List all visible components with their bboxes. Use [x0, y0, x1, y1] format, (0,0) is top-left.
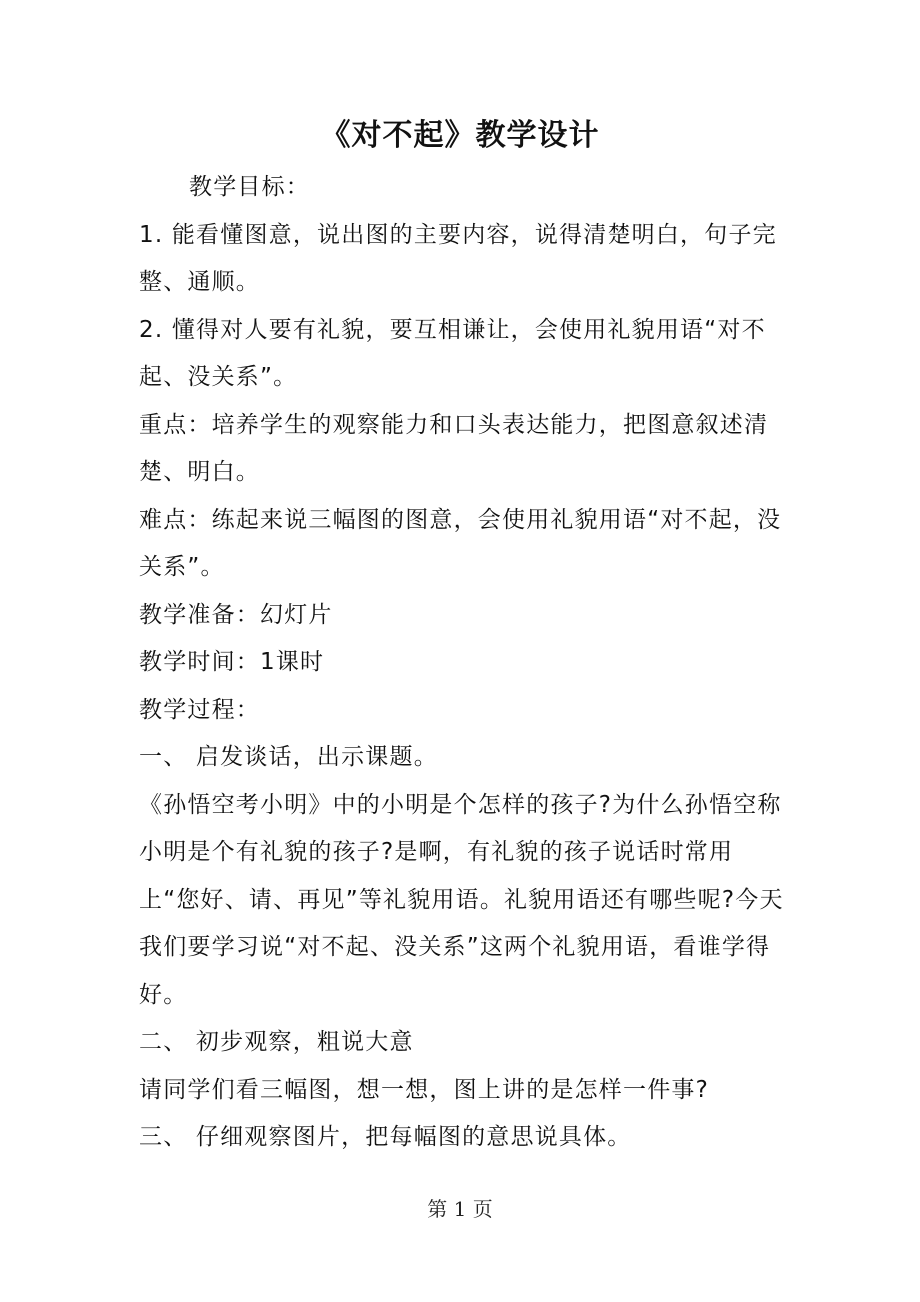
section-heading-objectives: 教学目标： [189, 174, 310, 200]
process-step-1-text: 《孙悟空考小明》中的小明是个怎样的孩子?为什么孙悟空称小明是个有礼貌的孩子?是啊，有礼貌的孩子说话时常用上“您好、请、再见”等礼貌用语。礼貌用语还有哪些呢?今天我们要学习说“对不起、没关系”这两个礼貌用语，看谁学得好。 [139, 791, 784, 1008]
key-point: 重点：培养学生的观察能力和口头表达能力，把图意叙述清楚、明白。 [139, 411, 769, 485]
process-step-2-heading: 二、 初步观察，粗说大意 [139, 1029, 414, 1055]
process-step-3-heading: 三、 仔细观察图片，把每幅图的意思说具体。 [139, 1124, 632, 1150]
document-body [139, 164, 789, 1162]
objective-item-1: 1. 能看懂图意，说出图的主要内容，说得清楚明白，句子完整、通顺。 [139, 221, 777, 295]
section-heading-process: 教学过程： [139, 696, 260, 723]
teaching-time: 教学时间：1课时 [139, 649, 325, 675]
difficult-point: 难点：练起来说三幅图的图意，会使用礼貌用语“对不起，没关系”。 [139, 506, 782, 580]
objective-item-2: 2. 懂得对人要有礼貌，要互相谦让，会使用礼貌用语“对不起、没关系”。 [139, 316, 766, 390]
teaching-preparation: 教学准备：幻灯片 [139, 601, 333, 628]
page-number: 第 1 页 [427, 1197, 493, 1221]
process-step-2-text: 请同学们看三幅图，想一想，图上讲的是怎样一件事? [139, 1076, 710, 1103]
document-title: 《对不起》教学设计 [320, 118, 600, 153]
process-step-1-heading: 一、 启发谈话，出示课题。 [139, 744, 438, 770]
